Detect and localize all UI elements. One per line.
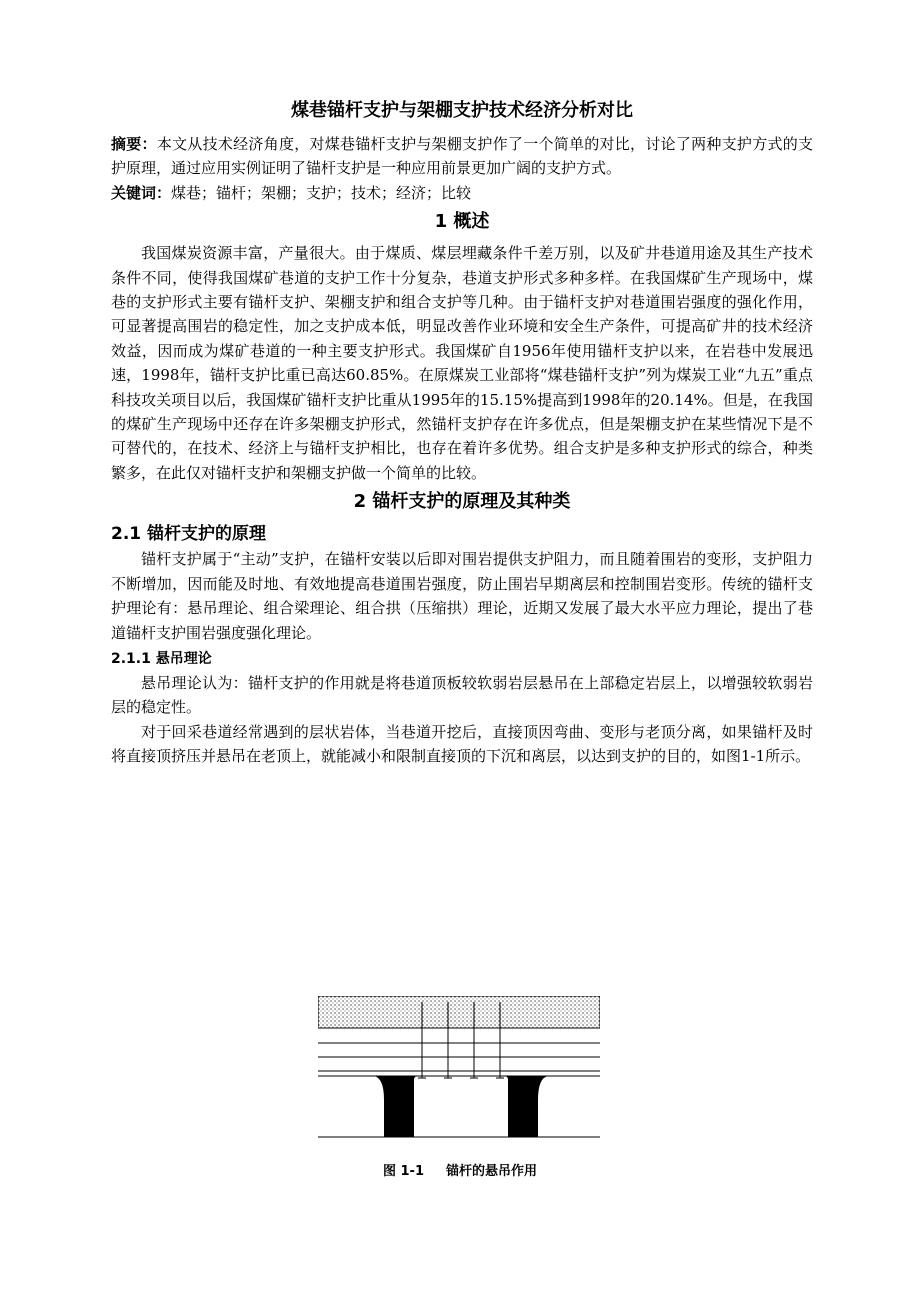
section-2-heading: 2 锚杆支护的原理及其种类 (353, 491, 571, 513)
section-1-paragraph: 我国煤炭资源丰富，产量很大。由于煤质、煤层埋藏条件千差万别，以及矿井巷道用途及其生产技术条件不同，使得我国煤矿巷道的支护工作十分复杂，巷道支护形式多种多样。在我国煤矿生产现场中，煤巷的支护形式主要有锚杆支护、架棚支护和组合支护等几种。由于锚杆支护对巷道围岩强度的强化作用，可显著提高围岩的稳定性，加之支护成本低，明显改善作业环境和安全生产条件，可提高矿井的技术经济效益，因而成为煤矿巷道的一种主要支护形式。我国煤矿自1956年使用锚杆支护以来，在岩巷中发展迅速，1998年，锚杆支护比重已高达60.85%。在原煤炭工业部将“煤巷锚杆支护”列为煤炭工业“九五”重点科技攻关项目以后，我国煤矿锚杆支护比重从1995年的15.15%提高到1998年的20.14%。但是，在我国的煤矿生产现场中还存在许多架棚支护形式，然锚杆支护存在许多优点，但是架棚支护在某些情况下是不可替代的，在技术、经济上与锚杆支护相比，也存在着许多优势。组合支护是多种支护形式的综合，种类繁多，在此仅对锚杆支护和架棚支护做一个简单的比较。 (111, 244, 813, 482)
right-pillar (504, 1076, 548, 1137)
section-2-1-paragraph: 锚杆支护属于“主动”支护，在锚杆安装以后即对围岩提供支护阻力，而且随着围岩的变形，支护阻力不断增加，因而能及时地、有效地提高巷道围岩强度，防止围岩早期离层和控制围岩变形。传统的锚杆支护理论有：悬吊理论、组合梁理论、组合拱（压缩拱）理论，近期又发展了最大水平应力理论，提出了巷道锚杆支护围岩强度强化理论。 (111, 550, 813, 642)
section-2-1-1-heading: 2.1.1 悬吊理论 (111, 650, 212, 667)
abstract-text: 本文从技术经济角度，对煤巷锚杆支护与架棚支护作了一个简单的对比，讨论了两种支护方式的支护原理，通过应用实例证明了锚杆支护是一种应用前景更加广阔的支护方式。 (111, 135, 813, 178)
keywords (111, 181, 813, 205)
document-title: 煤巷锚杆支护与架棚支护技术经济分析对比 (291, 100, 633, 121)
figure-caption (0, 1160, 920, 1179)
keywords-text: 煤巷；锚杆；架棚；支护；技术；经济；比较 (171, 183, 472, 202)
left-pillar (374, 1076, 418, 1137)
abstract-label: 摘要： (111, 135, 157, 153)
figure-number: 图 1-1 (382, 1164, 424, 1179)
section-2-1-1-paragraph-2: 对于回采巷道经常遇到的层状岩体，当巷道开挖后，直接顶因弯曲、变形与老顶分离，如果锚杆及时将直接顶挤压并悬吊在老顶上，就能减小和限制直接顶的下沉和离层，以达到支护的目的，如图1-1所示。 (111, 722, 813, 766)
abstract (111, 132, 813, 181)
document-page (111, 98, 813, 769)
figure-1-1-diagram (318, 996, 600, 1139)
keywords-label: 关键词： (111, 183, 172, 202)
stable-rock-layer (318, 996, 600, 1028)
section-1-heading: 1 概述 (434, 211, 490, 233)
section-2-1-heading: 2.1 锚杆支护的原理 (111, 524, 267, 545)
section-2-1-1-paragraph-1: 悬吊理论认为：锚杆支护的作用就是将巷道顶板较软弱岩层悬吊在上部稳定岩层上，以增强较软弱岩层的稳定性。 (111, 673, 813, 717)
figure-caption-text: 锚杆的悬吊作用 (446, 1164, 538, 1179)
